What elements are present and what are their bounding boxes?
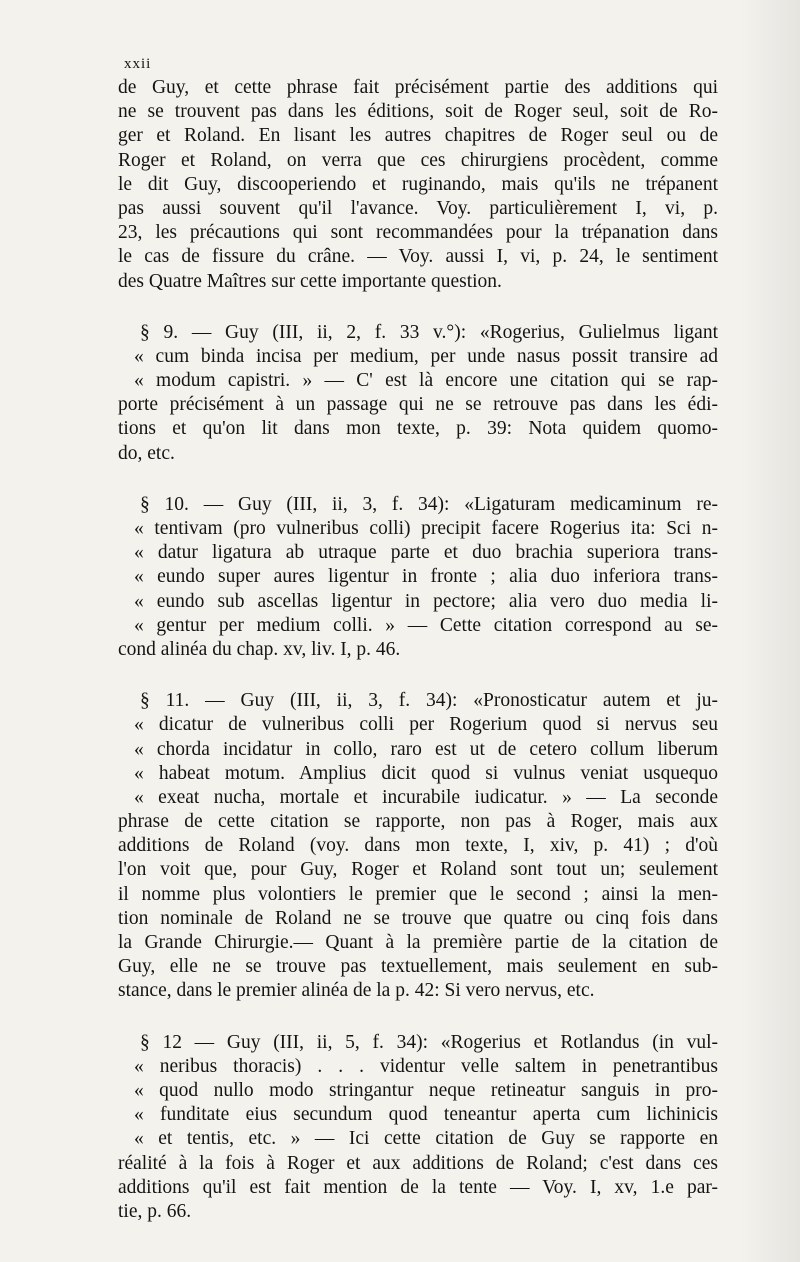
- text-line: § 11. — Guy (III, ii, 3, f. 34): «Pronosticatur autem et ju-: [140, 690, 718, 712]
- text-line: « eundo super aures ligentur in fronte ; alia duo inferiora trans-: [134, 566, 718, 588]
- text-line: la Grande Chirurgie.— Quant à la première partie de la citation de: [118, 932, 718, 953]
- text-line: l'on voit que, pour Guy, Roger et Roland sont tout un; seulement: [118, 859, 718, 881]
- text-line: additions de Roland (voy. dans mon texte, I, xiv, p. 41) ; d'où: [118, 835, 718, 857]
- page-number: xxii: [124, 56, 152, 72]
- text-line: « eundo sub ascellas ligentur in pectore; alia vero duo media li-: [134, 590, 718, 612]
- text-line: Guy, elle ne se trouve pas textuellement, mais seulement en sub-: [118, 956, 718, 978]
- paragraph-1: [118, 76, 718, 294]
- text-line: § 9. — Guy (III, ii, 2, f. 33 v.°): «Rogerius, Gulielmus ligant: [140, 321, 718, 343]
- text-line: Roger et Roland, on verra que ces chirurgiens procèdent, comme: [118, 149, 718, 171]
- paragraph-section-11: [118, 689, 718, 1003]
- text-line: tie, p. 66.: [118, 1200, 192, 1222]
- text-line: des Quatre Maîtres sur cette importante question.: [118, 270, 502, 292]
- text-line: stance, dans le premier alinéa de la p. 42: Si vero nervus, etc.: [118, 980, 595, 1002]
- text-line: tion nominale de Roland ne se trouve que quatre ou cinq fois dans: [118, 907, 718, 929]
- text-line: do, etc.: [118, 442, 175, 464]
- text-line: le cas de fissure du crâne. — Voy. aussi I, vi, p. 24, le sentiment: [118, 246, 718, 268]
- text-line: « chorda incidatur in collo, raro est ut de cetero collum liberum: [134, 738, 718, 760]
- page-text: [118, 54, 718, 1251]
- paragraph-section-10: [118, 493, 718, 662]
- text-line: 23, les précautions qui sont recommandées pour la trépanation dans: [118, 222, 718, 244]
- text-line: le dit Guy, discooperiendo et ruginando, mais qu'ils ne trépanent: [118, 173, 718, 195]
- text-line: « modum capistri. » — C' est là encore une citation qui se rap-: [134, 370, 718, 392]
- text-line: réalité à la fois à Roger et aux additions de Roland; c'est dans ces: [118, 1152, 718, 1174]
- text-line: ger et Roland. En lisant les autres chapitres de Roger seul ou de: [118, 125, 718, 147]
- text-line: § 10. — Guy (III, ii, 3, f. 34): «Ligaturam medicaminum re-: [140, 493, 718, 515]
- text-line: « exeat nucha, mortale et incurabile iudicatur. » — La seconde: [134, 786, 718, 808]
- text-line: « habeat motum. Amplius dicit quod si vulnus veniat usquequo: [134, 762, 718, 784]
- text-line: « quod nullo modo stringantur neque retineatur sanguis in pro-: [134, 1079, 718, 1101]
- text-line: § 12 — Guy (III, ii, 5, f. 34): «Rogerius et Rotlandus (in vul-: [140, 1031, 718, 1053]
- text-line: phrase de cette citation se rapporte, non pas à Roger, mais aux: [118, 811, 718, 833]
- text-line: cond alinéa du chap. xv, liv. I, p. 46.: [118, 638, 401, 660]
- text-line: pas aussi souvent qu'il l'avance. Voy. particulièrement I, vi, p.: [118, 197, 718, 219]
- text-line: « cum binda incisa per medium, per unde nasus possit transire ad: [134, 345, 718, 367]
- text-line: il nomme plus volontiers le premier que le second ; ainsi la men-: [118, 883, 718, 905]
- text-line: « neribus thoracis) . . . videntur velle saltem in penetrantibus: [134, 1055, 718, 1077]
- paragraph-section-9: [118, 321, 718, 466]
- text-line: « et tentis, etc. » — Ici cette citation de Guy se rapporte en: [134, 1128, 718, 1150]
- text-line: additions qu'il est fait mention de la tente — Voy. I, xv, 1.e par-: [118, 1176, 718, 1198]
- text-line: ne se trouvent pas dans les éditions, soit de Roger seul, soit de Ro-: [118, 101, 718, 123]
- text-line: « funditate eius secundum quod teneantur aperta cum lichinicis: [134, 1104, 718, 1126]
- text-line: « dicatur de vulneribus colli per Rogerium quod si nervus seu: [134, 714, 718, 736]
- page-edge-shadow: [740, 0, 800, 1262]
- text-line: de Guy, et cette phrase fait précisément partie des additions qui: [118, 77, 718, 98]
- text-line: « tentivam (pro vulneribus colli) precipit facere Rogerius ita: Sci n-: [134, 518, 718, 539]
- text-line: tions et qu'on lit dans mon texte, p. 39: Nota quidem quomo-: [118, 418, 718, 440]
- text-line: « datur ligatura ab utraque parte et duo brachia superiora trans-: [134, 542, 718, 564]
- paragraph-section-12: [118, 1031, 718, 1225]
- text-line: « gentur per medium colli. » — Cette citation correspond au se-: [134, 614, 718, 636]
- text-line: porte précisément à un passage qui ne se retrouve pas dans les édi-: [118, 394, 718, 416]
